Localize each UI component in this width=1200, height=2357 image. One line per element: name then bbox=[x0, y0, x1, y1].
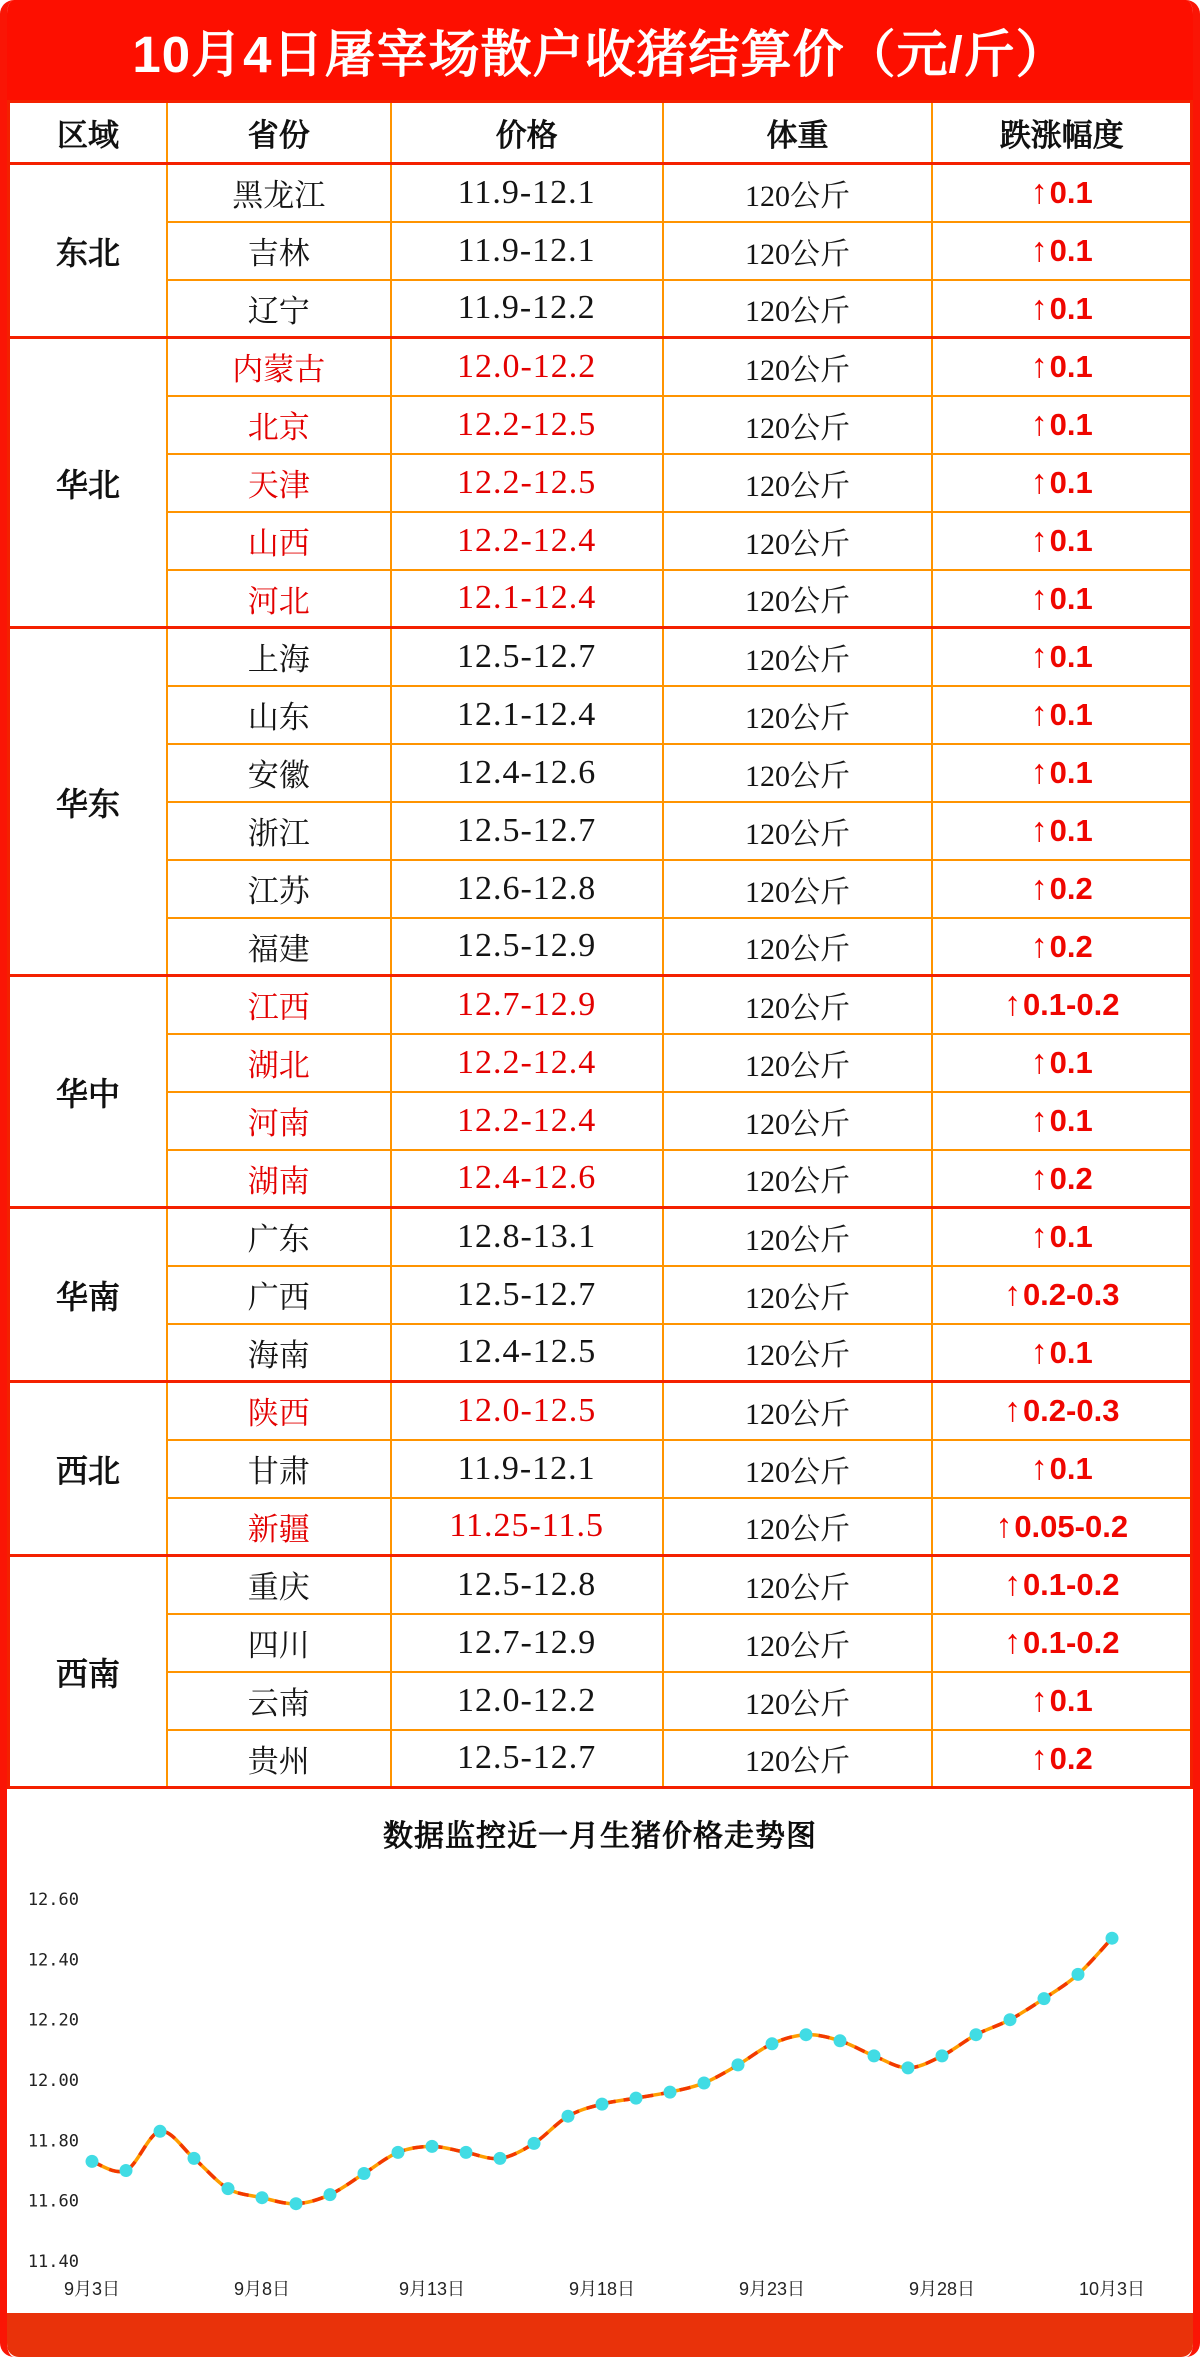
price-cell: 12.5-12.9 bbox=[391, 918, 663, 976]
price-cell: 12.2-12.5 bbox=[391, 454, 663, 512]
data-point-marker bbox=[86, 2155, 99, 2168]
weight-cell: 120公斤 bbox=[663, 1092, 933, 1150]
weight-cell: 120公斤 bbox=[663, 860, 933, 918]
weight-cell: 120公斤 bbox=[663, 1324, 933, 1382]
table-row bbox=[9, 1092, 1192, 1150]
weight-cell: 120公斤 bbox=[663, 1150, 933, 1208]
table-row bbox=[9, 860, 1192, 918]
price-cell: 12.1-12.4 bbox=[391, 570, 663, 628]
price-cell: 11.25-11.5 bbox=[391, 1498, 663, 1556]
change-cell: ↑0.1-0.2 bbox=[932, 1614, 1191, 1672]
change-cell: ↑0.1 bbox=[932, 570, 1191, 628]
change-cell: ↑0.1-0.2 bbox=[932, 976, 1191, 1034]
province-cell: 天津 bbox=[167, 454, 391, 512]
up-arrow-icon: ↑ bbox=[1003, 1565, 1021, 1604]
change-cell: ↑0.2 bbox=[932, 1150, 1191, 1208]
data-point-marker bbox=[936, 2049, 949, 2062]
data-point-marker bbox=[1106, 1932, 1119, 1945]
weight-cell: 120公斤 bbox=[663, 164, 933, 222]
change-cell: ↑0.1 bbox=[932, 222, 1191, 280]
price-cell: 12.2-12.4 bbox=[391, 1092, 663, 1150]
table-row bbox=[9, 1556, 1192, 1614]
up-arrow-icon: ↑ bbox=[1030, 1101, 1048, 1139]
header-price: 价格 bbox=[391, 102, 663, 164]
weight-cell: 120公斤 bbox=[663, 222, 933, 280]
up-arrow-icon: ↑ bbox=[1003, 1623, 1021, 1661]
price-cell: 11.9-12.2 bbox=[391, 280, 663, 338]
change-cell: ↑0.1-0.2 bbox=[932, 1556, 1191, 1614]
data-point-marker bbox=[834, 2034, 847, 2047]
province-cell: 辽宁 bbox=[167, 280, 391, 338]
weight-cell: 120公斤 bbox=[663, 1498, 933, 1556]
price-cell: 12.5-12.7 bbox=[391, 1266, 663, 1324]
up-arrow-icon: ↑ bbox=[1003, 1275, 1021, 1313]
price-cell: 12.7-12.9 bbox=[391, 1614, 663, 1672]
province-cell: 江苏 bbox=[167, 860, 391, 918]
weight-cell: 120公斤 bbox=[663, 280, 933, 338]
region-cell: 华北 bbox=[9, 338, 168, 628]
price-cell: 11.9-12.1 bbox=[391, 1440, 663, 1498]
change-cell: ↑0.2 bbox=[932, 860, 1191, 918]
x-axis-tick-label: 10月3日 bbox=[1078, 2279, 1146, 2299]
change-cell: ↑0.2-0.3 bbox=[932, 1382, 1191, 1440]
table-row bbox=[9, 1208, 1192, 1266]
weight-cell: 120公斤 bbox=[663, 686, 933, 744]
province-cell: 黑龙江 bbox=[167, 164, 391, 222]
region-cell: 华南 bbox=[9, 1208, 168, 1382]
weight-cell: 120公斤 bbox=[663, 1034, 933, 1092]
province-cell: 广东 bbox=[167, 1208, 391, 1266]
up-arrow-icon: ↑ bbox=[1030, 173, 1048, 212]
weight-cell: 120公斤 bbox=[663, 570, 933, 628]
province-cell: 云南 bbox=[167, 1672, 391, 1730]
up-arrow-icon: ↑ bbox=[995, 1506, 1013, 1545]
table-row bbox=[9, 164, 1192, 222]
weight-cell: 120公斤 bbox=[663, 1208, 933, 1266]
table-row bbox=[9, 280, 1192, 338]
province-cell: 河南 bbox=[167, 1092, 391, 1150]
data-point-marker bbox=[562, 2110, 575, 2123]
up-arrow-icon: ↑ bbox=[1030, 926, 1048, 965]
change-cell: ↑0.1 bbox=[932, 396, 1191, 454]
price-cell: 12.1-12.4 bbox=[391, 686, 663, 744]
table-row bbox=[9, 1034, 1192, 1092]
table-row bbox=[9, 1730, 1192, 1788]
province-cell: 湖北 bbox=[167, 1034, 391, 1092]
table-row bbox=[9, 1266, 1192, 1324]
province-cell: 新疆 bbox=[167, 1498, 391, 1556]
x-axis-tick-label: 9月18日 bbox=[568, 2279, 636, 2299]
price-cell: 11.9-12.1 bbox=[391, 222, 663, 280]
data-point-marker bbox=[902, 2061, 915, 2074]
province-cell: 湖南 bbox=[167, 1150, 391, 1208]
table-row bbox=[9, 1440, 1192, 1498]
up-arrow-icon: ↑ bbox=[1030, 1043, 1048, 1081]
data-point-marker bbox=[460, 2146, 473, 2159]
region-cell: 西南 bbox=[9, 1556, 168, 1788]
chart-title: 数据监控近一月生猪价格走势图 bbox=[383, 1820, 817, 1853]
price-cell: 12.4-12.6 bbox=[391, 744, 663, 802]
poster-bottom-bar bbox=[7, 2313, 1193, 2357]
price-cell: 12.0-12.5 bbox=[391, 1382, 663, 1440]
chart-section bbox=[7, 1789, 1193, 2357]
price-cell: 11.9-12.1 bbox=[391, 164, 663, 222]
change-cell: ↑0.1 bbox=[932, 338, 1191, 396]
weight-cell: 120公斤 bbox=[663, 1614, 933, 1672]
data-point-marker bbox=[290, 2197, 303, 2210]
table-row bbox=[9, 222, 1192, 280]
data-point-marker bbox=[1038, 1992, 1051, 2005]
province-cell: 贵州 bbox=[167, 1730, 391, 1788]
up-arrow-icon: ↑ bbox=[1030, 753, 1048, 791]
data-point-marker bbox=[1072, 1968, 1085, 1981]
header-change: 跌涨幅度 bbox=[932, 102, 1191, 164]
change-cell: ↑0.1 bbox=[932, 1672, 1191, 1730]
province-cell: 内蒙古 bbox=[167, 338, 391, 396]
province-cell: 江西 bbox=[167, 976, 391, 1034]
up-arrow-icon: ↑ bbox=[1030, 578, 1048, 617]
table-row bbox=[9, 396, 1192, 454]
change-cell: ↑0.05-0.2 bbox=[932, 1498, 1191, 1556]
price-cell: 12.0-12.2 bbox=[391, 338, 663, 396]
data-point-marker bbox=[868, 2049, 881, 2062]
data-point-marker bbox=[426, 2140, 439, 2153]
table-row bbox=[9, 628, 1192, 686]
header-region: 区域 bbox=[9, 102, 168, 164]
table-row bbox=[9, 454, 1192, 512]
price-cell: 12.5-12.8 bbox=[391, 1556, 663, 1614]
data-point-marker bbox=[358, 2167, 371, 2180]
change-cell: ↑0.2-0.3 bbox=[932, 1266, 1191, 1324]
province-cell: 上海 bbox=[167, 628, 391, 686]
up-arrow-icon: ↑ bbox=[1003, 1391, 1021, 1430]
table-row bbox=[9, 744, 1192, 802]
province-cell: 陕西 bbox=[167, 1382, 391, 1440]
x-axis-tick-label: 9月28日 bbox=[908, 2279, 976, 2299]
price-cell: 12.5-12.7 bbox=[391, 1730, 663, 1788]
data-point-marker bbox=[800, 2028, 813, 2041]
province-cell: 吉林 bbox=[167, 222, 391, 280]
trend-line-base bbox=[92, 1938, 1112, 2204]
weight-cell: 120公斤 bbox=[663, 628, 933, 686]
up-arrow-icon: ↑ bbox=[1030, 1158, 1048, 1197]
up-arrow-icon: ↑ bbox=[1030, 811, 1048, 849]
table-row bbox=[9, 1382, 1192, 1440]
y-axis-tick-label: 11.40 bbox=[27, 2252, 79, 2272]
weight-cell: 120公斤 bbox=[663, 744, 933, 802]
weight-cell: 120公斤 bbox=[663, 1730, 933, 1788]
table-header-row bbox=[9, 102, 1192, 164]
table-row bbox=[9, 1498, 1192, 1556]
change-cell: ↑0.1 bbox=[932, 1440, 1191, 1498]
table-row bbox=[9, 1150, 1192, 1208]
price-cell: 12.4-12.5 bbox=[391, 1324, 663, 1382]
weight-cell: 120公斤 bbox=[663, 918, 933, 976]
price-cell: 12.2-12.4 bbox=[391, 1034, 663, 1092]
x-axis-tick-label: 9月23日 bbox=[738, 2279, 806, 2299]
weight-cell: 120公斤 bbox=[663, 454, 933, 512]
weight-cell: 120公斤 bbox=[663, 1440, 933, 1498]
table-row bbox=[9, 512, 1192, 570]
data-point-marker bbox=[256, 2191, 269, 2204]
data-point-marker bbox=[630, 2092, 643, 2105]
data-point-marker bbox=[188, 2152, 201, 2165]
table-row bbox=[9, 1614, 1192, 1672]
table-row bbox=[9, 1672, 1192, 1730]
data-point-marker bbox=[222, 2182, 235, 2195]
data-point-marker bbox=[392, 2146, 405, 2159]
up-arrow-icon: ↑ bbox=[1030, 1681, 1048, 1719]
province-cell: 重庆 bbox=[167, 1556, 391, 1614]
change-cell: ↑0.1 bbox=[932, 1208, 1191, 1266]
region-cell: 华东 bbox=[9, 628, 168, 976]
up-arrow-icon: ↑ bbox=[1030, 1217, 1048, 1256]
province-cell: 浙江 bbox=[167, 802, 391, 860]
province-cell: 海南 bbox=[167, 1324, 391, 1382]
weight-cell: 120公斤 bbox=[663, 976, 933, 1034]
weight-cell: 120公斤 bbox=[663, 802, 933, 860]
change-cell: ↑0.1 bbox=[932, 628, 1191, 686]
data-point-marker bbox=[154, 2125, 167, 2138]
up-arrow-icon: ↑ bbox=[1030, 869, 1048, 907]
change-cell: ↑0.1 bbox=[932, 280, 1191, 338]
change-cell: ↑0.1 bbox=[932, 1092, 1191, 1150]
price-cell: 12.6-12.8 bbox=[391, 860, 663, 918]
data-point-marker bbox=[664, 2086, 677, 2099]
weight-cell: 120公斤 bbox=[663, 1672, 933, 1730]
up-arrow-icon: ↑ bbox=[1030, 288, 1048, 327]
weight-cell: 120公斤 bbox=[663, 512, 933, 570]
y-axis-tick-label: 12.40 bbox=[27, 1950, 79, 1971]
up-arrow-icon: ↑ bbox=[1003, 985, 1021, 1024]
price-cell: 12.7-12.9 bbox=[391, 976, 663, 1034]
y-axis-tick-label: 12.60 bbox=[27, 1890, 79, 1910]
change-cell: ↑0.1 bbox=[932, 454, 1191, 512]
change-cell: ↑0.1 bbox=[932, 686, 1191, 744]
weight-cell: 120公斤 bbox=[663, 1382, 933, 1440]
province-cell: 福建 bbox=[167, 918, 391, 976]
change-cell: ↑0.1 bbox=[932, 1324, 1191, 1382]
up-arrow-icon: ↑ bbox=[1030, 695, 1048, 733]
data-point-marker bbox=[120, 2164, 133, 2177]
data-point-marker bbox=[698, 2077, 711, 2090]
data-point-marker bbox=[324, 2188, 337, 2201]
data-point-marker bbox=[766, 2037, 779, 2050]
pig-price-table bbox=[7, 100, 1193, 1789]
province-cell: 山东 bbox=[167, 686, 391, 744]
up-arrow-icon: ↑ bbox=[1030, 1332, 1048, 1371]
y-axis-tick-label: 11.60 bbox=[27, 2191, 79, 2212]
weight-cell: 120公斤 bbox=[663, 1266, 933, 1324]
price-cell: 12.0-12.2 bbox=[391, 1672, 663, 1730]
up-arrow-icon: ↑ bbox=[1030, 521, 1048, 559]
change-cell: ↑0.1 bbox=[932, 802, 1191, 860]
change-cell: ↑0.2 bbox=[932, 1730, 1191, 1788]
x-axis-tick-label: 9月13日 bbox=[398, 2279, 466, 2299]
y-axis-tick-label: 12.00 bbox=[27, 2071, 79, 2091]
table-row bbox=[9, 686, 1192, 744]
change-cell: ↑0.1 bbox=[932, 744, 1191, 802]
region-cell: 华中 bbox=[9, 976, 168, 1208]
up-arrow-icon: ↑ bbox=[1030, 347, 1048, 386]
weight-cell: 120公斤 bbox=[663, 338, 933, 396]
table-row bbox=[9, 570, 1192, 628]
table-row bbox=[9, 976, 1192, 1034]
up-arrow-icon: ↑ bbox=[1030, 231, 1048, 269]
y-axis-tick-label: 12.20 bbox=[27, 2010, 79, 2031]
up-arrow-icon: ↑ bbox=[1030, 1449, 1048, 1487]
change-cell: ↑0.1 bbox=[932, 512, 1191, 570]
price-cell: 12.2-12.4 bbox=[391, 512, 663, 570]
y-axis-tick-label: 11.80 bbox=[27, 2131, 79, 2152]
data-point-marker bbox=[970, 2028, 983, 2041]
change-cell: ↑0.1 bbox=[932, 164, 1191, 222]
province-cell: 四川 bbox=[167, 1614, 391, 1672]
table-row bbox=[9, 338, 1192, 396]
price-cell: 12.2-12.5 bbox=[391, 396, 663, 454]
up-arrow-icon: ↑ bbox=[1030, 463, 1048, 501]
change-cell: ↑0.2 bbox=[932, 918, 1191, 976]
price-cell: 12.5-12.7 bbox=[391, 802, 663, 860]
x-axis-tick-label: 9月3日 bbox=[63, 2279, 121, 2299]
price-cell: 12.5-12.7 bbox=[391, 628, 663, 686]
province-cell: 广西 bbox=[167, 1266, 391, 1324]
price-cell: 12.8-13.1 bbox=[391, 1208, 663, 1266]
weight-cell: 120公斤 bbox=[663, 396, 933, 454]
data-point-marker bbox=[528, 2137, 541, 2150]
weight-cell: 120公斤 bbox=[663, 1556, 933, 1614]
up-arrow-icon: ↑ bbox=[1030, 637, 1048, 676]
header-weight: 体重 bbox=[663, 102, 933, 164]
price-cell: 12.4-12.6 bbox=[391, 1150, 663, 1208]
page-title: 10月4日屠宰场散户收猪结算价（元/斤） bbox=[132, 26, 1068, 83]
change-cell: ↑0.1 bbox=[932, 1034, 1191, 1092]
province-cell: 安徽 bbox=[167, 744, 391, 802]
province-cell: 山西 bbox=[167, 512, 391, 570]
data-point-marker bbox=[596, 2098, 609, 2111]
pig-price-trend-chart bbox=[7, 1861, 1193, 2316]
data-point-marker bbox=[1004, 2013, 1017, 2026]
table-row bbox=[9, 802, 1192, 860]
data-point-marker bbox=[732, 2058, 745, 2071]
up-arrow-icon: ↑ bbox=[1030, 1738, 1048, 1777]
up-arrow-icon: ↑ bbox=[1030, 405, 1048, 443]
region-cell: 东北 bbox=[9, 164, 168, 338]
data-point-marker bbox=[494, 2152, 507, 2165]
header-province: 省份 bbox=[167, 102, 391, 164]
province-cell: 北京 bbox=[167, 396, 391, 454]
region-cell: 西北 bbox=[9, 1382, 168, 1556]
province-cell: 甘肃 bbox=[167, 1440, 391, 1498]
title-bar bbox=[7, 0, 1193, 100]
table-row bbox=[9, 918, 1192, 976]
trend-line bbox=[92, 1938, 1112, 2204]
table-row bbox=[9, 1324, 1192, 1382]
x-axis-tick-label: 9月8日 bbox=[233, 2279, 291, 2299]
province-cell: 河北 bbox=[167, 570, 391, 628]
